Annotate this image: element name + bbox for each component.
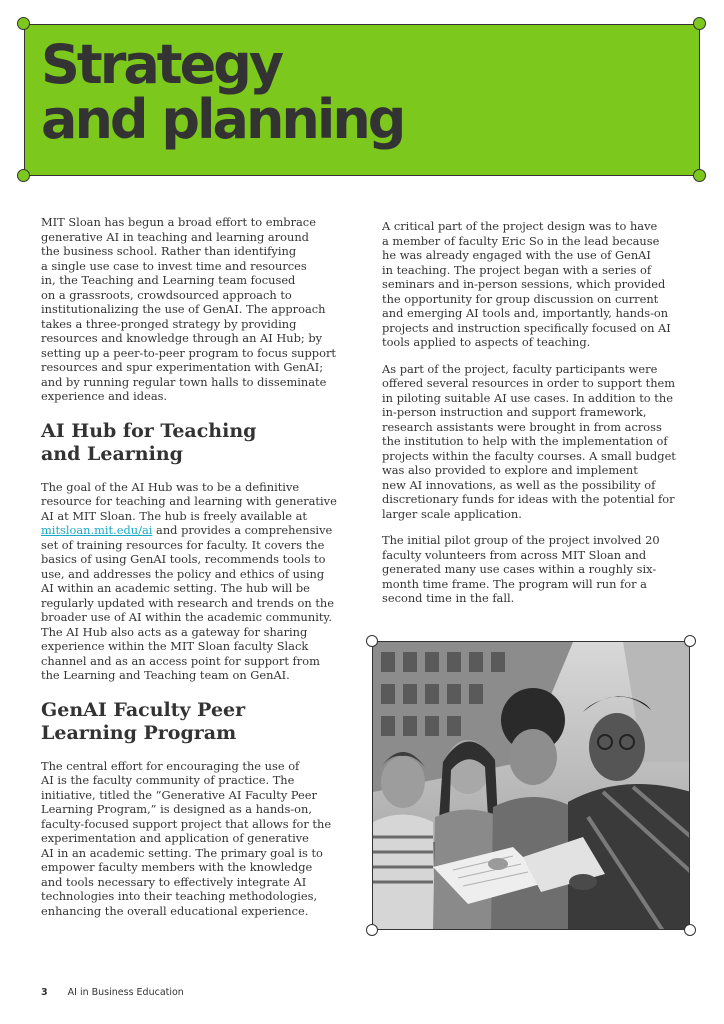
banner-corner-dot-tl bbox=[17, 17, 30, 30]
peer-program-line-7: AI in an academic setting. The primary goal is to bbox=[41, 845, 323, 860]
page-title-line-2: and planning bbox=[41, 88, 404, 151]
peer-program-heading-line-1: GenAI Faculty Peer bbox=[41, 698, 246, 721]
ai-hub-rest-line-4: AI within an academic setting. The hub will be bbox=[41, 581, 310, 595]
ai-hub-link[interactable]: mitsloan.mit.edu/ai bbox=[41, 523, 153, 537]
ai-hub-line-2: resource for teaching and learning with generative bbox=[41, 494, 337, 508]
intro-line-11: resources and spur experimentation with GenAI; bbox=[41, 360, 324, 374]
faculty-resources-line-5: research assistants were brought in from across bbox=[382, 419, 662, 434]
faculty-resources-line-3: in piloting suitable AI use cases. In addition to the bbox=[382, 390, 673, 405]
project-design-line-4: in teaching. The project began with a series of bbox=[382, 262, 652, 277]
intro-line-5: in, the Teaching and Learning team focused bbox=[41, 273, 296, 287]
banner-corner-dot-br bbox=[693, 169, 706, 182]
peer-program-line-5: faculty-focused support project that allows for the bbox=[41, 816, 332, 831]
project-design-line-2: a member of faculty Eric So in the lead because bbox=[382, 233, 660, 248]
pilot-group-line-4: month time frame. The program will run for a bbox=[382, 576, 647, 591]
faculty-resources-paragraph bbox=[382, 362, 682, 522]
intro-line-3: the business school. Rather than identifying bbox=[41, 244, 297, 258]
ai-hub-rest-line-2: basics of using GenAI tools, recommends tools to bbox=[41, 552, 326, 566]
faculty-resources-line-10: discretionary funds for ideas with the potential for bbox=[382, 492, 675, 506]
faculty-resources-line-6: the institution to help with the implementation of bbox=[382, 434, 668, 448]
students-photo-illustration bbox=[373, 642, 690, 930]
intro-line-9: resources and knowledge through an AI Hub; by bbox=[41, 331, 323, 345]
pilot-group-line-5: second time in the fall. bbox=[382, 591, 515, 605]
right-column bbox=[382, 219, 682, 618]
faculty-resources-line-7: projects within the faculty courses. A small budget bbox=[382, 448, 676, 463]
left-column bbox=[41, 215, 341, 930]
intro-line-10: setting up a peer-to-peer program to focus support bbox=[41, 345, 336, 360]
intro-line-4: a single use case to invest time and resources bbox=[41, 258, 307, 273]
pilot-group-line-1: The initial pilot group of the project involved 20 bbox=[382, 533, 660, 547]
intro-line-7: institutionalizing the use of GenAI. The approach bbox=[41, 302, 326, 316]
project-design-line-7: and emerging AI tools and, importantly, hands-on bbox=[382, 306, 669, 320]
intro-line-6: on a grassroots, crowdsourced approach to bbox=[41, 287, 292, 302]
page-title bbox=[41, 33, 404, 151]
page-title-line-1: Strategy bbox=[41, 33, 282, 96]
photo-corner-handle-tr bbox=[684, 635, 696, 647]
ai-hub-rest-line-7: The AI Hub also acts as a gateway for sharing bbox=[41, 624, 308, 639]
faculty-resources-line-4: in-person instruction and support framework, bbox=[382, 405, 647, 419]
peer-program-line-9: and tools necessary to effectively integrate AI bbox=[41, 874, 307, 889]
peer-program-heading bbox=[41, 699, 341, 745]
pilot-group-paragraph bbox=[382, 533, 682, 606]
ai-hub-rest-line-8: experience within the MIT Sloan faculty Slack bbox=[41, 639, 309, 653]
peer-program-line-6: experimentation and application of generative bbox=[41, 831, 309, 845]
ai-hub-rest-line-1: set of training resources for faculty. It covers the bbox=[41, 537, 325, 552]
pilot-group-line-2: faculty volunteers from across MIT Sloan and bbox=[382, 547, 647, 562]
peer-program-line-2: AI is the faculty community of practice. The bbox=[41, 773, 295, 787]
ai-hub-line-4-rest: and provides a comprehensive bbox=[152, 523, 333, 537]
banner-corner-dot-bl bbox=[17, 169, 30, 182]
students-photo bbox=[372, 641, 690, 930]
peer-program-paragraph bbox=[41, 759, 341, 919]
ai-hub-line-1: The goal of the AI Hub was to be a definitive bbox=[41, 479, 300, 494]
intro-line-12: and by running regular town halls to disseminate bbox=[41, 374, 327, 389]
faculty-resources-line-2: offered several resources in order to support them bbox=[382, 376, 676, 390]
photo-corner-handle-bl bbox=[366, 924, 378, 936]
banner-corner-dot-tr bbox=[693, 17, 706, 30]
project-design-paragraph bbox=[382, 219, 682, 350]
project-design-line-1: A critical part of the project design was to have bbox=[382, 219, 658, 233]
intro-line-2: generative AI in teaching and learning around bbox=[41, 229, 309, 244]
intro-line-13: experience and ideas. bbox=[41, 389, 168, 403]
intro-line-1: MIT Sloan has begun a broad effort to embrace bbox=[41, 215, 316, 229]
intro-line-8: takes a three-pronged strategy by providing bbox=[41, 316, 297, 331]
faculty-resources-line-11: larger scale application. bbox=[382, 506, 522, 521]
photo-corner-handle-br bbox=[684, 924, 696, 936]
photo-corner-handle-tl bbox=[366, 635, 378, 647]
ai-hub-rest-line-9: channel and as an access point for support from bbox=[41, 653, 320, 668]
publication-name: AI in Business Education bbox=[67, 987, 184, 998]
title-banner bbox=[24, 24, 700, 176]
ai-hub-rest-line-5: regularly updated with research and trends on the bbox=[41, 595, 334, 610]
peer-program-line-11: enhancing the overall educational experience. bbox=[41, 903, 309, 918]
intro-paragraph bbox=[41, 215, 341, 404]
ai-hub-rest-line-6: broader use of AI within the academic community. bbox=[41, 610, 332, 624]
faculty-resources-line-9: new AI innovations, as well as the possibility of bbox=[382, 477, 656, 492]
peer-program-line-3: initiative, titled the “Generative AI Faculty Peer bbox=[41, 787, 317, 802]
ai-hub-heading-line-2: and Learning bbox=[41, 442, 183, 465]
project-design-line-5: seminars and in-person sessions, which provided bbox=[382, 277, 666, 291]
peer-program-line-10: technologies into their teaching methodologies, bbox=[41, 889, 318, 903]
ai-hub-rest-line-3: use, and addresses the policy and ethics of using bbox=[41, 566, 325, 581]
ai-hub-heading-line-1: AI Hub for Teaching bbox=[41, 419, 257, 442]
ai-hub-paragraph bbox=[41, 480, 341, 683]
faculty-resources-line-1: As part of the project, faculty participants were bbox=[382, 361, 658, 376]
peer-program-line-8: empower faculty members with the knowledge bbox=[41, 860, 313, 874]
page-number: 3 bbox=[41, 987, 48, 998]
ai-hub-line-4 bbox=[41, 523, 341, 538]
page-footer bbox=[41, 987, 184, 998]
ai-hub-heading bbox=[41, 420, 341, 466]
project-design-line-3: he was already engaged with the use of GenAI bbox=[382, 248, 651, 262]
peer-program-line-4: Learning Program,” is designed as a hands-on, bbox=[41, 802, 312, 816]
ai-hub-rest-line-10: the Learning and Teaching team on GenAI. bbox=[41, 668, 290, 682]
faculty-resources-line-8: was also provided to explore and implement bbox=[382, 463, 638, 477]
peer-program-line-1: The central effort for encouraging the use of bbox=[41, 758, 300, 773]
pilot-group-line-3: generated many use cases within a roughly six- bbox=[382, 562, 657, 576]
project-design-line-9: tools applied to aspects of teaching. bbox=[382, 335, 591, 349]
project-design-line-8: projects and instruction specifically focused on AI bbox=[382, 320, 671, 335]
project-design-line-6: the opportunity for group discussion on current bbox=[382, 291, 659, 306]
ai-hub-line-3: AI at MIT Sloan. The hub is freely available at bbox=[41, 508, 307, 523]
peer-program-heading-line-2: Learning Program bbox=[41, 721, 237, 744]
